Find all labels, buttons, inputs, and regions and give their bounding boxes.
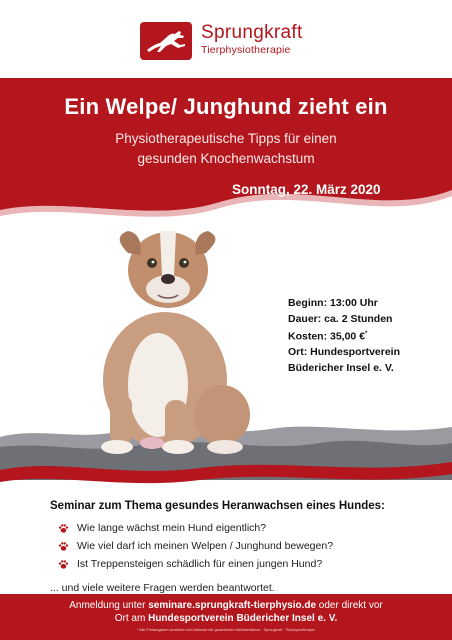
page-title: Ein Welpe/ Junghund zieht ein (64, 94, 388, 119)
footer-line-1 (0, 594, 452, 612)
question-list (50, 519, 430, 573)
seminar-section (50, 500, 430, 594)
seminar-title: Seminar zum Thema gesundes Heranwachsen eines Hundes: (50, 500, 385, 512)
detail-location-1: Ort: Hundesportverein (288, 346, 401, 358)
detail-begin: Beginn: 13:00 Uhr (288, 297, 378, 309)
brand-subtitle: Tierphysiotherapie (201, 44, 291, 56)
footer-prefix: Anmeldung unter (69, 600, 149, 611)
subtitle-line-2: gesunden Knochenwachstum (137, 151, 315, 166)
footer-fineprint: * Alle Preisangaben verstehen sich inklusive der gesetzlichen Mehrwertsteuer · Sprungkraft · Tierphysiotherapie (137, 628, 315, 632)
header (0, 0, 452, 80)
footer-suffix: oder direkt vor (316, 600, 383, 611)
red-wave-divider (0, 448, 452, 488)
registration-link[interactable]: seminare.sprungkraft-tierphysio.de (148, 600, 317, 611)
list-item (50, 519, 430, 537)
footer-place: Hundesportverein Büdericher Insel e. V. (148, 613, 338, 624)
list-item (50, 555, 430, 573)
paw-icon (58, 523, 69, 534)
detail-location-2: Büdericher Insel e. V. (288, 361, 394, 374)
detail-cost-footnote-mark: * (365, 331, 368, 337)
event-details (288, 296, 400, 376)
detail-cost (288, 327, 400, 345)
question-text: Wie viel darf ich meinen Welpen / Junghund bewegen? (77, 540, 334, 552)
footer-place-prefix: Ort am (114, 613, 149, 624)
event-date: Sonntag, 22. März 2020 (232, 182, 381, 197)
footer-line-2 (0, 612, 452, 625)
question-text: Ist Treppensteigen schädlich für einen jungen Hund? (77, 558, 323, 570)
page-subtitle (0, 129, 452, 169)
paw-icon (58, 541, 69, 552)
detail-duration: Dauer: ca. 2 Stunden (288, 312, 393, 325)
closing-text: ... und viele weitere Fragen werden beantwortet. (50, 582, 275, 594)
footer (0, 594, 452, 640)
brand-name: Sprungkraft (201, 22, 303, 43)
detail-cost-value: Kosten: 35,00 € (288, 330, 366, 343)
brand (201, 22, 303, 56)
question-text: Wie lange wächst mein Hund eigentlich? (77, 522, 267, 534)
paw-icon (58, 559, 69, 570)
leaping-dog-icon (144, 26, 188, 56)
subtitle-line-1: Physiotherapeutische Tipps für einen (115, 131, 337, 146)
list-item (50, 537, 430, 555)
logo (140, 22, 192, 60)
